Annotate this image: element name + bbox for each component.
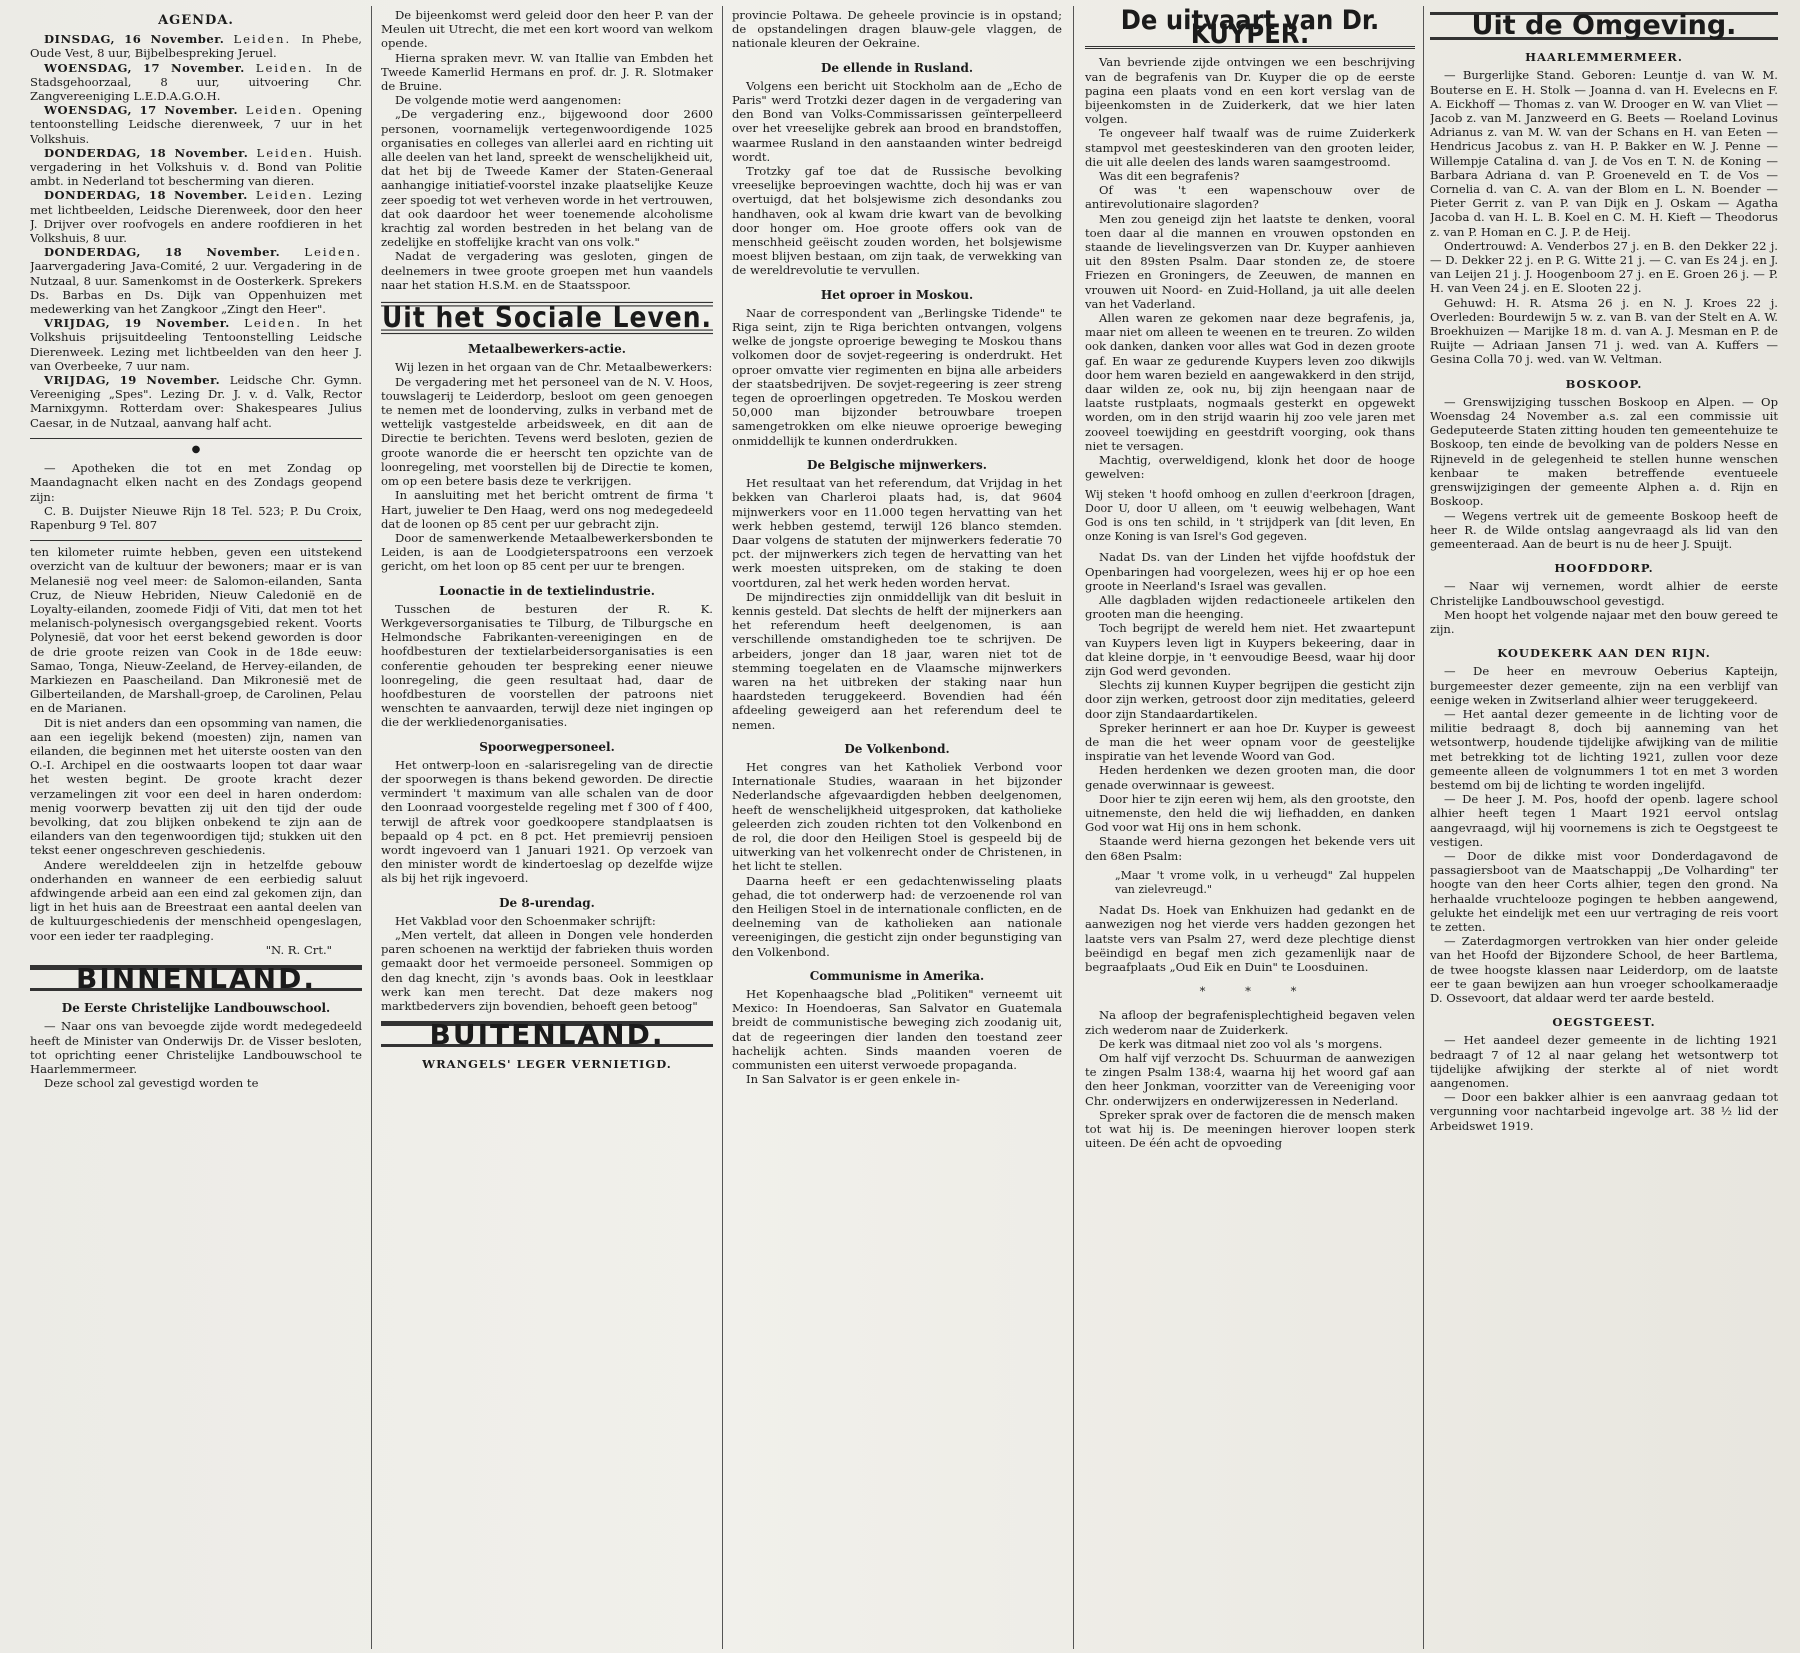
agenda-item: [30, 146, 362, 189]
article-paragraph: Slechts zij kunnen Kuyper begrijpen die gesticht zijn door zijn werken, getroost door zijn meditaties, geleerd door zijn Standaardartikelen.: [1085, 678, 1415, 721]
place-heading: OEGSTGEEST.: [1552, 1015, 1656, 1030]
agenda-item: [30, 61, 362, 104]
section-break-stars: * * *: [1199, 984, 1315, 999]
article-paragraph: De mijndirecties zijn onmiddellijk van dit besluit in kennis gesteld. Dat slechts de helft der mijnerkers aan het referendum heeft deelgenomen, is aan verschillende omstandigheden toe te schrijven. De arbeiders, jonger dan 18 jaar, waren niet tot de stemming toegelaten en de Vlaamsche mijnwerkers waren na het uitbreken der staking naar hun haardsteden teruggekeerd. Bovendien had één afdeeling geweigerd aan het referendum deel te nemen.: [732, 589, 1062, 732]
article-paragraph: Het ontwerp-loon en -salarisregeling van de directie der spoorwegen is thans bekend geworden. De directie vermindert 't maximum van alle schalen van de door den Loonraad voorgestelde regeling met f 300 of f 400, terwijl de aftrek voor goedkoopere standplaatsen is bepaald op 4 pct. en 8 pct. Het premievrij pensioen wordt ingevoerd van 1 Januari 1921. Op verzoek van den minister wordt de kindertoeslag op dezelfde wijze als bij het rijk ingevoerd.: [381, 757, 713, 886]
agenda-place: Leiden.: [255, 188, 323, 203]
place-heading: HAARLEMMERMEER.: [1525, 50, 1683, 65]
article-paragraph: — Het aantal dezer gemeente in de lichting voor de militie bedraagt 8, doch bij aanneming van het wetsontwerp, houdende tijdelijke afwijking van de militie met betrekking tot de lichting 1921, zullen voor deze gemeente alleen de volgnummers 1 tot en met 3 worden bestemd om bij de lichting te worden ingelijfd.: [1430, 706, 1778, 792]
article-paragraph: Van bevriende zijde ontvingen we een beschrijving van de begrafenis van Dr. Kuyper die op de eerste pagina een plaats vond en een kort verslag van de bijeenkomsten in de Zuiderkerk, dat we hier laten volgen.: [1085, 55, 1415, 127]
article-paragraph: — Zaterdagmorgen vertrokken van hier onder geleide van het Hoofd der Bijzondere School, de heer Bartlema, de twee hoogste klassen naar Leiderdorp, om de laatste eer te gaan bewijzen aan hun vroeger schoolkameraadje D. Ossevoort, dat aldaar werd ter aarde besteld.: [1430, 934, 1778, 1005]
place-heading: HOOFDDORP.: [1554, 561, 1654, 576]
article-paragraph: Alle dagbladen wijden redactioneele artikelen den grooten man die heenging.: [1085, 592, 1415, 622]
agenda-list: [30, 32, 362, 430]
article-paragraph: In San Salvator is er geen enkele in-: [746, 1072, 960, 1087]
article-paragraph: Het resultaat van het referendum, dat Vrijdag in het bekken van Charleroi plaats had, is, dat 9604 mijnwerkers voor en 11.000 tegen hervatting van het werk hebben gestemd, terwijl 126 blanco stemden. Daar volgens de statuten der mijnwerkers federatie 70 pct. der mijnwerkers zich tegen de hervatting van het werk moesten uitspreken, om de staking te doen voortduren, zal het werk heden worden hervat.: [732, 476, 1062, 590]
article-paragraph: De vergadering met het personeel van de N. V. Hoos, touwslagerij te Leiderdorp, besloot om geen genoegen te nemen met de loonderving, zulks in verband met de wettelijk vastgestelde arbeidsweek, en dit aan de Directie te berichten. Tevens werd besloten, gezien de groote wanorde die er heerscht ten opzichte van de loonregeling, met voorstellen bij de Directie te komen, om op een betere basis deze te verkrijgen.: [381, 374, 713, 489]
article-paragraph: Allen waren ze gekomen naar deze begrafenis, ja, maar niet om alleen te weenen en te treuren. Zo wilden ook danken, danken voor alles wat God in dezen groote gaf. En waar ze gedurende Kuypers leven zoo dikwijls door hem waren bezield en aangewakkerd in den strijd, daar wilden ze, ook nu, bij zijn heengaan naar de laatste rustplaats, nogmaals gesterkt en opgewekt worden, om in den strijd waarin hij zoo vele jaren met zooveel toewijding en geestdrift voorging, ook thans niet te versagen.: [1085, 311, 1415, 453]
article-paragraph: — Naar wij vernemen, wordt alhier de eerste Christelijke Landbouwschool gevestigd.: [1430, 579, 1778, 608]
hymn-verse: Wij steken 't hoofd omhoog en zullen d'eerkroon [dragen, Door U, door U alleen, om 't eeuwig welbehagen, Want God is ons ten schild, in 't strijdperk van [dit leven, En onze Koning is van Isrel's God gegeven.: [1085, 487, 1415, 544]
agenda-text: In Phebe, Oude Vest, 8 uur, Bijbelbespreking Jeruel.: [30, 32, 362, 61]
article-paragraph: — Grenswijziging tusschen Boskoop en Alpen. — Op Woensdag 24 November a.s. zal een commissie uit Gedeputeerde Staten zitting houden ten gemeentehuize te Boskoop, ten einde de bevolking van de polders Nesse en Rijneveld in de gelegenheid te stellen hunne wenschen kenbaar te maken betreffende eventueele grenswijzigingen der gemeente Alphen a. d. Rijn en Boskoop.: [1430, 394, 1778, 509]
column-rule: [371, 6, 372, 1649]
divider: [30, 540, 362, 541]
article-paragraph: Staande werd hierna gezongen het bekende vers uit den 68en Psalm:: [1085, 834, 1415, 863]
article-title: Metaalbewerkers-actie.: [468, 342, 626, 357]
agenda-text: In de Stadsgehoorzaal, 8 uur, uitvoering Chr. Zangvereeniging L.E.D.A.G.O.H.: [30, 60, 362, 104]
agenda-date: DINSDAG, 16 November.: [44, 32, 234, 47]
agenda-date: VRIJDAG, 19 November.: [44, 373, 230, 388]
section-omgeving: Uit de Omgeving.: [1430, 12, 1778, 40]
agenda-text: Lezing met lichtbeelden, Leidsche Dierenweek, door den heer J. Drijver over roofvogels en andere roofdieren in het Volkshuis, 8 uur.: [30, 188, 362, 246]
article-title: Loonactie in de textielindustrie.: [439, 583, 655, 598]
agenda-place: Leiden.: [233, 32, 302, 47]
article-paragraph: — De heer en mevrouw Oeberius Kapteijn, burgemeester dezer gemeente, zijn na een verblijf van eenige weken in Zwitserland alhier weer teruggekeerd.: [1430, 664, 1778, 707]
article-paragraph: In aansluiting met het bericht omtrent de firma 't Hart, juwelier te Den Haag, werd ons nog medegedeeld dat de loonen op 85 cent per uur gebracht zijn.: [381, 488, 713, 531]
ornament: ●: [191, 443, 201, 455]
agenda-date: VRIJDAG, 19 November.: [44, 316, 245, 331]
article-paragraph: Dit is niet anders dan een opsomming van namen, die aan een iegelijk bekend (moesten) zijn, namen van eilanden, die beginnen met het uiterste oosten van den O.-I. Archipel en die oostwaarts loopen tot daar waar het westen begint. De groote kracht dezer verzamelingen zit voor een deel in haren onderdom: menig voorwerp bevatten zij uit den tijd der oude bevolking, dat zou blijken onbekend te zijn aan de eilanders van den tegenwoordigen tijd; stukken uit den tekst eener ongeschreven geschiedenis.: [30, 715, 362, 858]
article-paragraph: Het Kopenhaagsche blad „Politiken" verneemt uit Mexico: In Hoendoeras, San Salvator en Guatemala breidt de communistische beweging zich zoodanig uit, dat de regeeringen dier landen den toestand zeer hachelijk achten. Sinds maanden voeren de communisten een uiterst verwoede propaganda.: [732, 987, 1062, 1073]
article-title: De Volkenbond.: [844, 741, 950, 756]
agenda-text: Huish. vergadering in het Volkshuis v. d. Bond van Politie ambt. in Nederland tot bescherming van dieren.: [30, 145, 362, 189]
agenda-date: WOENSDAG, 17 November.: [44, 103, 246, 118]
article-paragraph: Heden herdenken we dezen grooten man, die door genade overwinnaar is geweest.: [1085, 763, 1415, 792]
article-paragraph: Daarna heeft er een gedachtenwisseling plaats gehad, die tot onderwerp had: de verzoenende rol van den Heiligen Stoel in de internationale conflicten, en de deelneming van de katholieken aan nationale vereenigingen, die gesticht zijn onder begunstiging van den Volkenbond.: [732, 873, 1062, 959]
article-paragraph: ten kilometer ruimte hebben, geven een uitstekend overzicht van de kultuur der bewoners; maar er is van Melanesië nog veel meer: de Salomon-eilanden, Santa Cruz, de Nieuw Hebriden, Nieuw Caledonië en de Loyalty-eilanden, zoomede Fidji of Viti, dat men tot het melanisch-polynesisch overgangsgebied rekent. Voorts Polynesië, dat voor het eerst bekend geworden is door de drie groote reizen van Cook in de 18de eeuw: Samao, Tonga, Nieuw-Zeeland, de Hervey-eilanden, de Markiezen en Paascheiland. Dan Mikronesië met de Gilberteilanden, de Marshall-groep, de Carolinen, Pelau en de Marianen.: [30, 545, 362, 716]
column-1: [30, 8, 362, 1647]
article-paragraph: Te ongeveer half twaalf was de ruime Zuiderkerk stampvol met geesteskinderen van den grooten leider, die uit alle deelen des lands waren saamgestroomd.: [1085, 126, 1415, 169]
article-paragraph: Machtig, overweldigend, klonk het door de hooge gewelven:: [1085, 453, 1415, 482]
article-paragraph: De bijeenkomst werd geleid door den heer P. van der Meulen uit Utrecht, die met een kort woord van welkom opende.: [381, 8, 713, 51]
article-title: De 8-urendag.: [499, 895, 595, 910]
agenda-item: [30, 373, 362, 430]
article-paragraph: Tusschen de besturen der R. K. Werkgeversorganisaties te Tilburg, de Tilburgsche en Helmondsche Fabrikanten-vereenigingen en de hoofdbesturen der textielarbeidersorganisaties is een conferentie gehouden ter bespreking eener nieuwe loonregeling, die geen resultaat had, daar de hoofdbesturen de voorstellen der patroons niet wenschten te aanvaarden, terwijl deze niet ingingen op die der werkliedenorganisaties.: [381, 601, 713, 730]
article-paragraph: provincie Poltawa. De geheele provincie is in opstand; de opstandelingen dragen blauw-gele vlaggen, de nationale kleuren der Oekraine.: [732, 8, 1062, 51]
agenda-date: DONDERDAG, 18 November.: [44, 245, 305, 260]
article-paragraph: De kerk was ditmaal niet zoo vol als 's morgens.: [1099, 1036, 1383, 1051]
agenda-item: [30, 316, 362, 373]
article-paragraph: Ondertrouwd: A. Venderbos 27 j. en B. den Dekker 22 j. — D. Dekker 22 j. en P. G. Witte 21 j. — C. van Es 24 j. en J. van Leijen 21 j. J. Hoogenboom 27 j. en E. Groen 26 j. — P. H. van Veen 24 j. en E. Slooten 22 j.: [1430, 238, 1778, 296]
column-3: [732, 8, 1062, 1647]
article-paragraph: — Naar ons van bevoegde zijde wordt medegedeeld heeft de Minister van Onderwijs Dr. de Visser besloten, tot oprichting eener Christelijke Landbouwschool te Haarlemmermeer.: [30, 1019, 362, 1077]
article-paragraph: Trotzky gaf toe dat de Russische bevolking vreeselijke beproevingen wachtte, doch hij was er van overtuigd, dat het bolsjewisme zich desondanks zou handhaven, ook al kwam drie kwart van de bevolking door honger om. Hoe groote offers ook van de menschheid geëischt zouden worden, het bolsjewisme moest blijven bestaan, om zijn taak, de verwekking van de wereldrevolutie te vervullen.: [732, 164, 1062, 278]
article-paragraph: Deze school zal gevestigd worden te: [44, 1076, 259, 1091]
article-paragraph: Men zou geneigd zijn het laatste te denken, vooral toen daar al die mannen en vrouwen opstonden en staande de lievelingsverzen van Dr. Kuyper aanhieven uit den 89sten Psalm. Daar stonden ze, de stoere Friezen en Groningers, de Zeeuwen, de mannen en vrouwen uit Noord- en Zuid-Holland, ja uit alle deelen van het Vaderland.: [1085, 211, 1415, 311]
article-title: Het oproer in Moskou.: [820, 287, 974, 302]
article-paragraph: Toch begrijpt de wereld hem niet. Het zwaartepunt van Kuypers leven ligt in Kuypers bekeering, daar in dat kleine dorpje, in 't eenvoudige Beesd, waar hij door zijn God werd gevonden.: [1085, 621, 1415, 678]
article-paragraph: Wij lezen in het orgaan van de Chr. Metaalbewerkers:: [395, 360, 713, 375]
article-headline: De uitvaart van Dr. KUYPER.: [1085, 14, 1415, 49]
agenda-text: In het Volkshuis prijsuitdeeling Tentoonstelling Leidsche Dierenweek. Lezing met lichtbeelden van den heer J. van Overbeeke, 7 uur nam.: [30, 316, 362, 373]
article-paragraph: Het Vakblad voor den Schoenmaker schrijft:: [395, 913, 656, 928]
agenda-item: [30, 103, 362, 146]
article-paragraph: Na afloop der begrafenisplechtigheid begaven velen zich wederom naar de Zuiderkerk.: [1085, 1008, 1415, 1037]
article-paragraph: Nadat Ds. Hoek van Enkhuizen had gedankt en de aanwezigen nog het vierde vers hadden gezongen het laatste vers van Psalm 27, werd deze plechtige dienst beëindigd en begaf men zich gezamenlijk naar de begraafplaats „Oud Eik en Duin" te Loosduinen.: [1085, 903, 1415, 974]
column-2: [381, 8, 713, 1647]
article-paragraph: Volgens een bericht uit Stockholm aan de „Echo de Paris" werd Trotzki dezer dagen in de vergadering van den Bond van Volks-Commissarissen geïnterpelleerd over het vreeselijke gebrek aan brood en brandstoffen, waarmee Rusland in den aanstaanden winter bedreigd wordt.: [732, 78, 1062, 164]
article-paragraph: De volgende motie werd aangenomen:: [395, 93, 622, 108]
article-title: De Eerste Christelijke Landbouwschool.: [61, 1001, 331, 1016]
article-title: Spoorwegpersoneel.: [479, 739, 615, 754]
article-title: Communisme in Amerika.: [809, 968, 985, 983]
divider: [30, 438, 362, 439]
article-paragraph: Was dit een begrafenis?: [1099, 169, 1240, 184]
agenda-date: DONDERDAG, 18 November.: [44, 188, 256, 203]
article-paragraph: Naar de correspondent van „Berlingske Tidende" te Riga seint, zijn te Riga berichten ontvangen, volgens welke de jongste oproerige beweging te Moskou thans volkomen door de sovjet-regeering is onderdrukt. Het oproer omvatte vier regimenten en bijna alle arbeiders der staatsbedrijven. De sovjet-regeering is zeer streng tegen de oproerlingen opgetreden. Te Moskou werden 50,000 man bijzonder betrouwbare troepen samengetrokken om elke nieuwe oproerige beweging onmiddellijk te kunnen onderdrukken.: [732, 305, 1062, 448]
article-paragraph: — De heer J. M. Pos, hoofd der openb. lagere school alhier heeft tegen 1 Maart 1921 eervol ontslag aangevraagd, wijl hij voornemens is zich te Oegstgeest te vestigen.: [1430, 792, 1778, 849]
place-heading: BOSKOOP.: [1565, 376, 1643, 391]
agenda-place: Leiden.: [244, 316, 318, 331]
column-rule: [722, 6, 723, 1649]
article-paragraph: Door hier te zijn eeren wij hem, als den grootste, den uitnemenste, den held die wij liefhadden, en danken God voor wat Hij ons in hem schonk.: [1085, 791, 1415, 835]
section-buitenland: BUITENLAND.: [381, 1021, 713, 1047]
agenda-title: AGENDA.: [158, 13, 234, 28]
agenda-place: Leiden.: [245, 103, 313, 118]
agenda-date: WOENSDAG, 17 November.: [44, 60, 256, 75]
apotheken-list: C. B. Duijster Nieuwe Rijn 18 Tel. 523; P. Du Croix, Rapenburg 9 Tel. 807: [30, 503, 362, 532]
section-binnenland: BINNENLAND.: [30, 965, 362, 991]
article-paragraph: Hierna spraken mevr. W. van Itallie van Embden het Tweede Kamerlid Hermans en prof. dr. J. R. Slotmaker de Bruine.: [381, 50, 713, 94]
article-paragraph: Andere werelddeelen zijn in hetzelfde gebouw onderhanden en wanneer de een eerbiedig saluut afdwingende arbeid aan een eind zal gekomen zijn, dan ligt in het huis aan de Breestraat een aantal deelen van de kultuurgeschiedenis der menschheid opengeslagen, voor een ieder ter raadpleging.: [30, 857, 362, 943]
section-sociale-leven: Uit het Sociale Leven.: [381, 300, 713, 335]
agenda-text: Opening tentoonstelling Leidsche dierenweek, 7 uur in het Volkshuis.: [30, 103, 362, 146]
motion-text: „De vergadering enz., bijgewoond door 2600 personen, voornamelijk vertegenwoordigende 1025 organisaties en colleges van allerlei aard en richting uit alle deelen van het land, spreekt de wenschelijkheid uit, dat het bij de Tweede Kamer der Staten-Generaal aanhangige initiatief-voorstel inzake plaatselijke Keuze zeer spoedig tot wet verheven worde in het vertrouwen, dat ook daardoor het weer toenemende alcoholisme krachtig zal worden bestreden in het belang van de zedelijke en stoffelijke kracht van ons volk.": [381, 107, 713, 250]
article-title: WRANGELS' LEGER VERNIETIGD.: [422, 1057, 672, 1072]
article-paragraph: Spreker sprak over de factoren die de mensch maken tot wat hij is. De meeningen hierover loopen sterk uiteen. De één acht de opvoeding: [1085, 1107, 1415, 1151]
article-paragraph: — Burgerlijke Stand. Geboren: Leuntje d. van W. M. Bouterse en E. H. Stolk — Joanna d. van H. Evelecns en F. A. Eickhoff — Thomas z. van W. Drooger en W. van Vliet — Jacob z. van M. Janzweerd en G. Beets — Roeland Lovinus Adrianus z. van M. W. van der Schans en H. van Eeten — Hendricus Jacobus z. van H. P. Bakker en W. J. Penne — Willempje Catalina d. van J. de Vos en T. N. de Koning — Barbara Adriana d. van P. Groeneveld en T. de Vos — Cornelia d. van C. A. van der Blom en L. N. Boender — Pieter Gerrit z. van P. van Dijk en J. Oskam — Agatha Jacoba d. van H. L. B. Koel en C. M. H. Kieft — Theodorus z. van P. Homan en C. J. P. de Heij.: [1430, 68, 1778, 239]
column-5: [1430, 8, 1778, 1647]
article-paragraph: Spreker herinnert er aan hoe Dr. Kuyper is geweest de man die het weer opnam voor de geestelijke inspiratie van het levende Woord van God.: [1085, 720, 1415, 764]
article-paragraph: — Door een bakker alhier is een aanvraag gedaan tot vergunning voor nachtarbeid ingevolge art. 38 ½ lid der Arbeidswet 1919.: [1430, 1090, 1778, 1133]
article-paragraph: — Het aandeel dezer gemeente in de lichting 1921 bedraagt 7 of 12 al naar gelang het wetsontwerp tot tijdelijke afwijking der sterkte al of niet wordt aangenomen.: [1430, 1033, 1778, 1091]
article-paragraph: Men hoopt het volgende najaar met den bouw gereed te zijn.: [1430, 607, 1778, 636]
article-title: De Belgische mijnwerkers.: [807, 457, 987, 472]
place-heading: KOUDEKERK AAN DEN RIJN.: [1497, 646, 1711, 661]
article-paragraph: — Wegens vertrek uit de gemeente Boskoop heeft de heer R. de Wilde ontslag aangevraagd als lid van den gemeenteraad. Aan de beurt is nu de heer J. Spuijt.: [1430, 508, 1778, 551]
article-paragraph: Nadat Ds. van der Linden het vijfde hoofdstuk der Openbaringen had voorgelezen, wees hij er op hoe een groote in Neerland's Israel was gevallen.: [1085, 550, 1415, 593]
agenda-text: Jaarvergadering Java-Comité, 2 uur. Vergadering in de Nutzaal, 8 uur. Samenkomst in de Oosterkerk. Sprekers Ds. Barbas en Ds. Dijk van Oppenhuizen met medewerking van het Zangkoor „Zingt den Heer".: [30, 259, 362, 317]
article-paragraph: — Door de dikke mist voor Donderdagavond de passagiersboot van de Maatschappij „De Volharding" ter hoogte van den heer Corts alhier, tegen den grond. Na herhaalde vruchtelooze pogingen te hebben aangewend, gelukte het eindelijk met een uur vertraging de reis voort te zetten.: [1430, 848, 1778, 934]
agenda-place: Leiden.: [255, 60, 326, 75]
article-source: "N. R. Crt.": [265, 942, 332, 957]
article-paragraph: Gehuwd: H. R. Atsma 26 j. en N. J. Kroes 22 j. Overleden: Bourdewijn 5 w. z. van B. van der Stelt en A. W. Broekhuizen — Marijke 18 m. d. van A. J. Mesman en P. de Ruijte — Adriaan Jansen 71 j. wed. van A. Kuffers — Gesina Colla 70 j. wed. van W. Veltman.: [1430, 295, 1778, 367]
apotheken-notice: — Apotheken die tot en met Zondag op Maandagnacht elken nacht en des Zondags geopend zijn:: [30, 461, 362, 504]
agenda-item: [30, 188, 362, 245]
column-rule: [1423, 6, 1424, 1649]
agenda-item: [30, 245, 362, 316]
article-paragraph: Om half vijf verzocht Ds. Schuurman de aanwezigen te zingen Psalm 138:4, waarna hij het woord gaf aan den heer Jonkman, voorzitter van de Vereeniging voor Chr. onderwijzers en onderwijzeressen in Nederland.: [1085, 1051, 1415, 1108]
agenda-item: [30, 32, 362, 60]
agenda-place: Leiden.: [256, 145, 324, 160]
article-paragraph: Of was 't een wapenschouw over de antirevolutionaire slagorden?: [1085, 183, 1415, 212]
agenda-place: Leiden.: [304, 245, 362, 260]
agenda-text: Leidsche Chr. Gymn. Vereeniging „Spes". Lezing Dr. J. v. d. Valk, Rector Marnixgymn. Rotterdam over: Shakespeares Julius Caesar, in de Nutzaal, aanvang half acht.: [30, 373, 362, 430]
agenda-date: DONDERDAG, 18 November.: [44, 145, 257, 160]
article-title: De ellende in Rusland.: [820, 60, 974, 75]
article-paragraph: Het congres van het Katholiek Verbond voor Internationale Studies, waaraan in het bijzonder Nederlandsche afgevaardigden hebben deelgenomen, heeft de wenschelijkheid uitgesproken, dat katholieke geleerden zich zouden richten tot den Volkenbond en de rol, die door den Heiligen Stoel is gespeeld bij de uitwerking van het volkenrecht onder de Christenen, in het licht te stellen.: [732, 759, 1062, 874]
article-paragraph: Door de samenwerkende Metaalbewerkersbonden te Leiden, is aan de Loodgieterspatroons een verzoek gericht, om het loon op 85 cent per uur te brengen.: [381, 530, 713, 574]
article-paragraph: „Men vertelt, dat alleen in Dongen vele honderden paren schoenen na werktijd der fabrieken thuis worden gemaakt door het vermoeide personeel. Sommigen op den dag knecht, zijn 's avonds baas. Ook in leestklaar werk kan men terecht. Dat deze makers nog marktbedervers zijn bovendien, behoeft geen betoog": [381, 927, 713, 1013]
psalm-verse: „Maar 't vrome volk, in u verheugd" Zal huppelen van zielevreugd.": [1115, 868, 1415, 896]
article-paragraph: Nadat de vergadering was gesloten, gingen de deelnemers in twee groote groepen met hun vaandels naar het station H.S.M. en de Staatsspoor.: [381, 249, 713, 292]
column-rule: [1073, 6, 1074, 1649]
column-4: [1085, 8, 1415, 1647]
